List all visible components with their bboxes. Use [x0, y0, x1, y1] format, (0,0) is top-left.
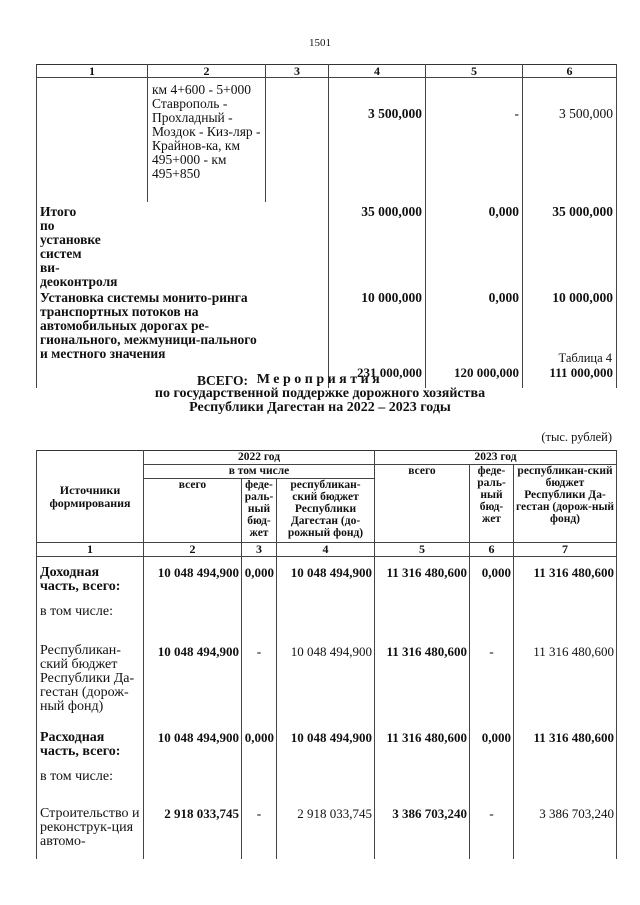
including-header: в том числе	[144, 465, 375, 479]
value-cell: 120 000,000	[426, 366, 523, 388]
value-cell: 11 316 480,600	[514, 557, 617, 599]
title-line-3: Республики Дагестан на 2022 – 2023 годы	[189, 400, 451, 415]
value-cell: 10 048 494,900	[144, 727, 242, 763]
row-label: в том числе:	[37, 599, 144, 625]
value-cell: 0,000	[426, 202, 523, 289]
republic-2022-header: республикан-ский бюджет Республики Дагестан (до-рожный фонд)	[277, 479, 375, 543]
table-title	[0, 373, 640, 415]
value-cell: 35 000,000	[329, 202, 426, 289]
value-cell: 3 386 703,240	[375, 797, 470, 859]
column-number: 2	[148, 65, 266, 78]
title-line-1: Мероприятия	[256, 372, 384, 387]
column-number: 1	[37, 65, 148, 78]
table-row	[37, 727, 617, 763]
table-row	[37, 625, 617, 727]
row-label: Строительство и реконструк-ция автомо-	[37, 797, 144, 859]
value-cell: -	[242, 625, 277, 727]
column-number: 5	[375, 543, 470, 557]
value-cell: -	[426, 78, 523, 202]
table-row	[37, 797, 617, 859]
total-2023-header: всего	[375, 465, 470, 543]
row-label: в том числе:	[37, 763, 144, 797]
value-cell: 3 500,000	[329, 78, 426, 202]
row-label: Республикан-ский бюджет Республики Да-гестан (дорож-ный фонд)	[37, 625, 144, 727]
value-cell: 10 048 494,900	[144, 625, 242, 727]
value-cell: 3 500,000	[523, 78, 617, 202]
column-number: 3	[266, 65, 329, 78]
column-number: 2	[144, 543, 242, 557]
value-cell: 2 918 033,745	[277, 797, 375, 859]
republic-2023-header: республикан-ский бюджет Республики Да-гестан (дорож-ный фонд)	[514, 465, 617, 543]
value-cell: 111 000,000	[523, 366, 617, 388]
table-label: Таблица 4	[558, 351, 612, 365]
row-label: Доходная часть, всего:	[37, 557, 144, 599]
value-cell: 11 316 480,600	[375, 625, 470, 727]
value-cell: -	[242, 797, 277, 859]
value-cell: 11 316 480,600	[514, 727, 617, 763]
value-cell: 10 048 494,900	[277, 557, 375, 599]
value-cell: -	[470, 625, 514, 727]
value-cell: 3 386 703,240	[514, 797, 617, 859]
column-number-row	[37, 65, 617, 78]
column-number: 1	[37, 543, 144, 557]
value-cell: 0,000	[470, 557, 514, 599]
value-cell: 11 316 480,600	[375, 557, 470, 599]
column-number: 6	[523, 65, 617, 78]
row-label: Установка системы монито-ринга транспортных потоков на автомобильных дорогах ре-гионального, межмуници-пального и местного значения	[37, 289, 329, 366]
table-row	[37, 763, 617, 797]
row-label	[37, 78, 148, 202]
value-cell: 2 918 033,745	[144, 797, 242, 859]
column-number: 5	[426, 65, 523, 78]
value-cell: 10 048 494,900	[277, 727, 375, 763]
value-cell: 10 048 494,900	[277, 625, 375, 727]
continuation-table	[36, 64, 617, 388]
value-cell: 231 000,000	[329, 366, 426, 388]
column-number: 6	[470, 543, 514, 557]
table-row	[37, 599, 617, 625]
header-row	[37, 451, 617, 465]
value-cell: 0,000	[242, 727, 277, 763]
table-row	[37, 202, 617, 289]
column-number: 3	[242, 543, 277, 557]
year-2022-header: 2022 год	[144, 451, 375, 465]
table-row	[37, 557, 617, 599]
road-section-cell: км 4+600 - 5+000 Ставрополь - Прохладный - Моздок - Киз-ляр - Крайнов-ка, км 495+000 - км 495+850	[148, 78, 266, 202]
value-cell: 11 316 480,600	[514, 625, 617, 727]
federal-2022-header: феде-раль-ный бюд-жет	[242, 479, 277, 543]
title-line-2: по государственной поддержке дорожного хозяйства	[154, 386, 486, 401]
value-cell: 0,000	[470, 727, 514, 763]
federal-2023-header: феде-раль-ный бюд-жет	[470, 465, 514, 543]
subtotal-label: Итого по установке систем ви-деоконтроля	[37, 202, 329, 289]
total-label: ВСЕГО:	[37, 366, 329, 388]
value-cell: 0,000	[242, 557, 277, 599]
value-cell: -	[470, 797, 514, 859]
source-header: Источники формирования	[37, 451, 144, 543]
year-2023-header: 2023 год	[375, 451, 617, 465]
column-number: 4	[277, 543, 375, 557]
table-row	[37, 78, 617, 202]
row-label: Расходная часть, всего:	[37, 727, 144, 763]
value-cell: 0,000	[426, 289, 523, 366]
column-number: 4	[329, 65, 426, 78]
value-cell: 35 000,000	[523, 202, 617, 289]
value-cell: 10 048 494,900	[144, 557, 242, 599]
units-note: (тыс. рублей)	[541, 430, 612, 444]
road-funding-table	[36, 450, 617, 859]
page-number: 1501	[309, 37, 331, 49]
value-cell: 10 000,000	[329, 289, 426, 366]
table-row	[37, 289, 617, 366]
total-2022-header: всего	[144, 479, 242, 543]
column-number-row	[37, 543, 617, 557]
column-number: 7	[514, 543, 617, 557]
value-cell: 10 000,000	[523, 289, 617, 366]
value-cell: 11 316 480,600	[375, 727, 470, 763]
